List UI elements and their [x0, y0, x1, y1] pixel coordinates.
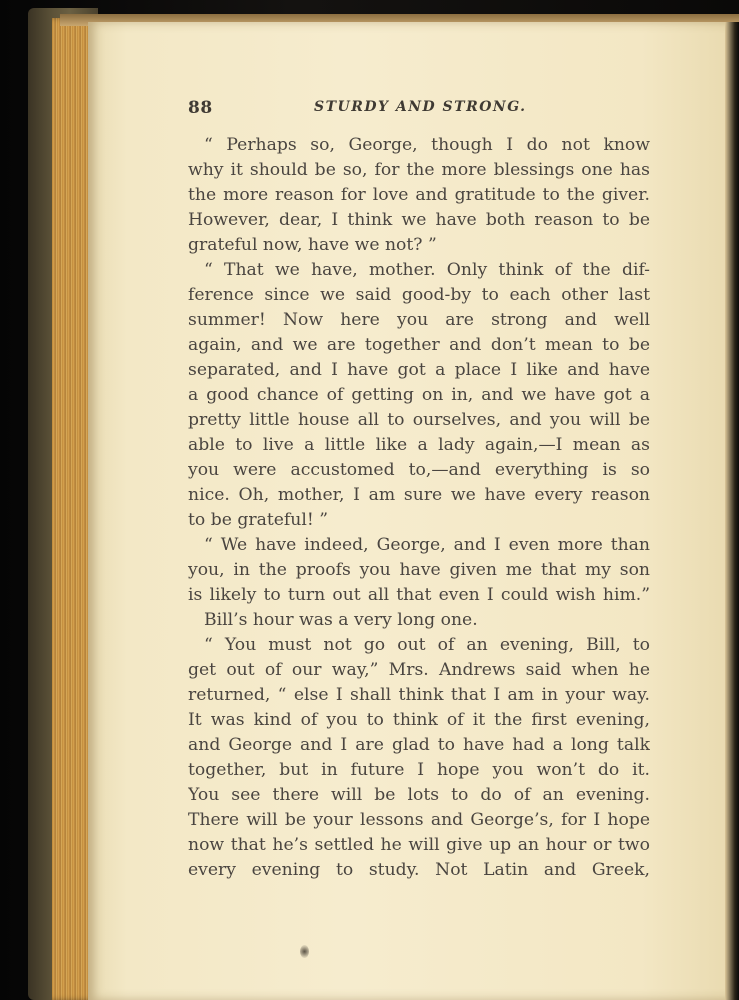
- text-line: get out of our way,” Mrs. Andrews said when he: [188, 660, 650, 680]
- book-title: STURDY AND STRONG.: [314, 99, 527, 115]
- text-line: grateful now, have we not? ”: [188, 235, 437, 255]
- text-line: returned, “ else I shall think that I am in your way.: [188, 685, 650, 705]
- text-line: “ That we have, mother. Only think of the dif-: [204, 260, 650, 280]
- text-line: a good chance of getting on in, and we have got a: [188, 385, 650, 405]
- page-number: 88: [188, 98, 213, 118]
- right-page-edge: [725, 22, 739, 1000]
- text-line: every evening to study. Not Latin and Greek,: [188, 860, 650, 880]
- text-line: There will be your lessons and George’s, for I hope: [188, 810, 650, 830]
- text-line: You see there will be lots to do of an evening.: [188, 785, 650, 805]
- text-line: to be grateful! ”: [188, 510, 328, 530]
- text-line: It was kind of you to think of it the first evening,: [188, 710, 650, 730]
- text-line: why it should be so, for the more blessings one has: [188, 160, 650, 180]
- text-line: “ You must not go out of an evening, Bill, to: [204, 635, 650, 655]
- text-line: “ Perhaps so, George, though I do not know: [204, 135, 650, 155]
- text-line: now that he’s settled he will give up an hour or two: [188, 835, 650, 855]
- text-line: nice. Oh, mother, I am sure we have every reason: [188, 485, 650, 505]
- text-line: However, dear, I think we have both reason to be: [188, 210, 650, 230]
- text-line: is likely to turn out all that even I could wish him.”: [188, 585, 650, 605]
- text-line: able to live a little like a lady again,—I mean as: [188, 435, 650, 455]
- body-text: [188, 133, 650, 883]
- text-line: Bill’s hour was a very long one.: [204, 610, 478, 630]
- text-line: you were accustomed to,—and everything is so: [188, 460, 650, 480]
- ink-smudge: [300, 945, 309, 958]
- text-line: the more reason for love and gratitude to the giver.: [188, 185, 650, 205]
- text-line: and George and I are glad to have had a long talk: [188, 735, 650, 755]
- text-line: “ We have indeed, George, and I even more than: [204, 535, 650, 555]
- text-line: together, but in future I hope you won’t do it.: [188, 760, 650, 780]
- running-head: [188, 98, 650, 122]
- text-line: again, and we are together and don’t mean to be: [188, 335, 650, 355]
- text-line: ference since we said good-by to each other last: [188, 285, 650, 305]
- text-line: summer! Now here you are strong and well: [188, 310, 650, 330]
- text-line: pretty little house all to ourselves, and you will be: [188, 410, 650, 430]
- text-line: you, in the proofs you have given me that my son: [188, 560, 650, 580]
- text-line: separated, and I have got a place I like and have: [188, 360, 650, 380]
